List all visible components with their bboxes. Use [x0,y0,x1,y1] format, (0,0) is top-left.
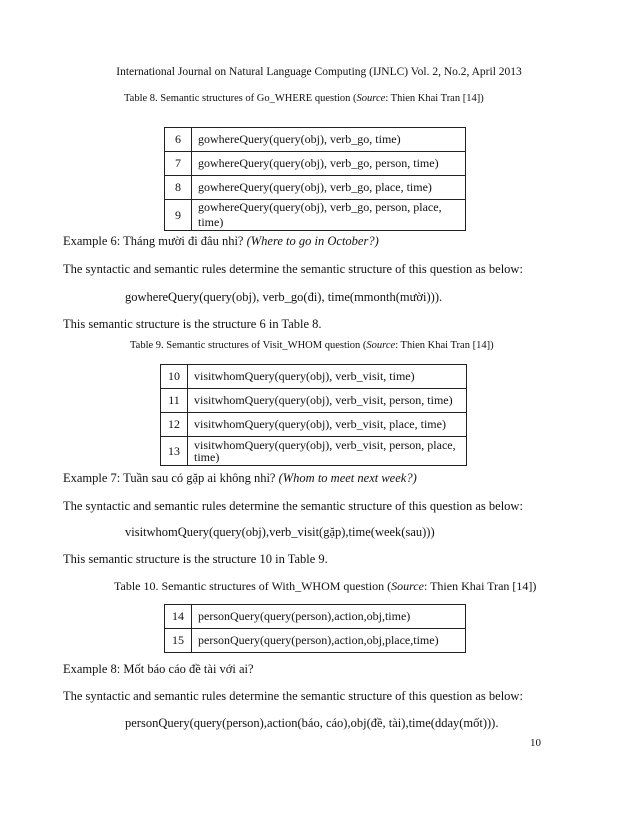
formula6: gowhereQuery(query(obj), verb_go(đi), time(mmonth(mười))). [125,290,443,304]
structure7-note: This semantic structure is the structure 10 in Table 9. [63,552,328,566]
row-number: 11 [161,389,188,413]
row-structure: gowhereQuery(query(obj), verb_go, person, time) [192,152,466,176]
rules-sentence: The syntactic and semantic rules determine the semantic structure of this question as below: [63,262,523,276]
row-structure: visitwhomQuery(query(obj), verb_visit, place, time) [188,413,467,437]
table-row [165,128,466,152]
table-row [165,605,466,629]
table-row [165,176,466,200]
row-structure: gowhereQuery(query(obj), verb_go, time) [192,128,466,152]
row-structure: visitwhomQuery(query(obj), verb_visit, time) [188,365,467,389]
row-number: 13 [161,437,188,466]
table-row [161,389,467,413]
table8-caption: Table 8. Semantic structures of Go_WHERE question (Source: Thien Khai Tran [14]) [124,93,484,104]
rules-sentence: The syntactic and semantic rules determine the semantic structure of this question as below: [63,499,523,513]
row-structure: personQuery(query(person),action,obj,time) [192,605,466,629]
table9 [160,364,467,466]
row-number: 8 [165,176,192,200]
table-row [165,200,466,231]
row-number: 7 [165,152,192,176]
table-row [161,413,467,437]
example7: Example 7: Tuần sau có gặp ai không nhỉ? (Whom to meet next week?) [63,471,417,485]
table10 [164,604,466,653]
table9-caption: Table 9. Semantic structures of Visit_WHOM question (Source: Thien Khai Tran [14]) [130,340,494,351]
row-number: 14 [165,605,192,629]
example8: Example 8: Mốt báo cáo đề tài với ai? [63,662,254,676]
row-number: 10 [161,365,188,389]
journal-header: International Journal on Natural Language Computing (IJNLC) Vol. 2, No.2, April 2013 [116,66,522,78]
row-structure: visitwhomQuery(query(obj), verb_visit, person, time) [188,389,467,413]
row-number: 6 [165,128,192,152]
row-number: 9 [165,200,192,231]
row-number: 12 [161,413,188,437]
table-row [165,629,466,653]
table-row [161,365,467,389]
row-structure: personQuery(query(person),action,obj,place,time) [192,629,466,653]
table-row [165,152,466,176]
table-row [161,437,467,466]
row-number: 15 [165,629,192,653]
rules-sentence: The syntactic and semantic rules determine the semantic structure of this question as below: [63,689,523,703]
row-structure: visitwhomQuery(query(obj), verb_visit, person, place, time) [188,437,467,466]
structure6-note: This semantic structure is the structure 6 in Table 8. [63,317,322,331]
formula7: visitwhomQuery(query(obj),verb_visit(gặp),time(week(sau))) [125,525,435,539]
table8 [164,127,466,231]
table10-caption: Table 10. Semantic structures of With_WHOM question (Source: Thien Khai Tran [14]) [114,579,537,593]
row-structure: gowhereQuery(query(obj), verb_go, person, place, time) [192,200,466,231]
row-structure: gowhereQuery(query(obj), verb_go, place, time) [192,176,466,200]
example6: Example 6: Tháng mười đi đâu nhỉ? (Where to go in October?) [63,234,379,248]
formula8: personQuery(query(person),action(báo, cáo),obj(đề, tài),time(dday(mốt))). [125,716,499,730]
page-number: 10 [530,737,541,749]
